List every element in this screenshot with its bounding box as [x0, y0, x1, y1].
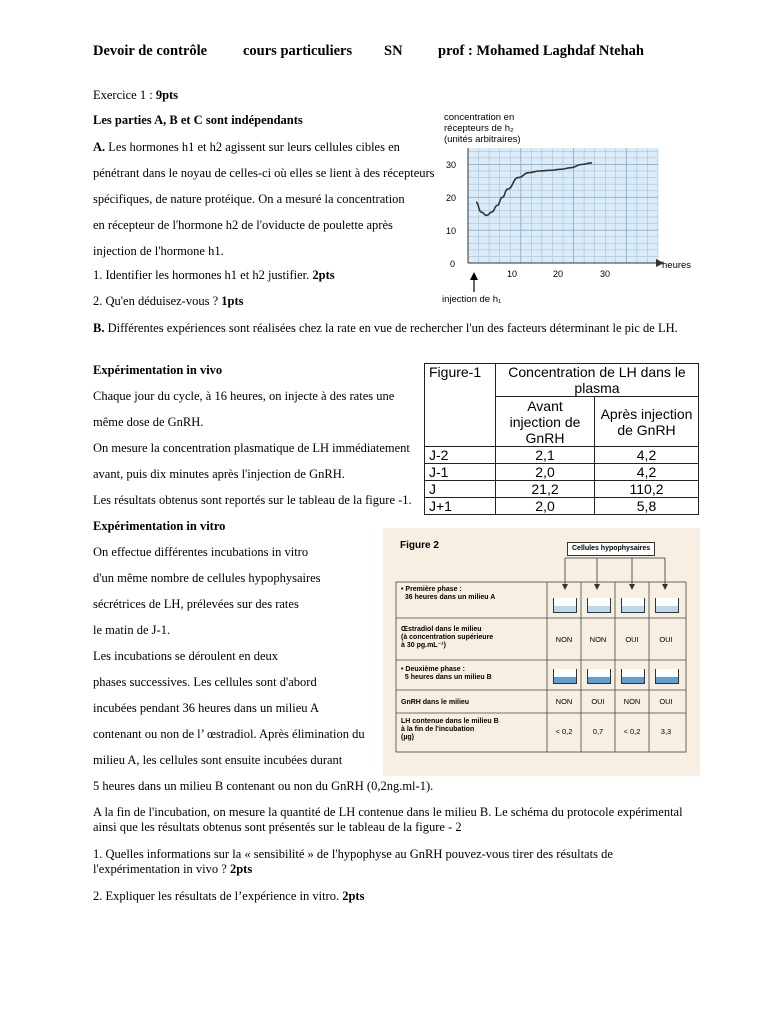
row-before: 2,0 — [496, 464, 595, 481]
figure-2-lh: LH contenue dans le milieu B à la fin de l'incubation (µg) — [401, 718, 499, 741]
partB-intro-text: Différentes expériences sont réalisées chez la rate en vue de rechercher l'un des facteurs déterminant le pic de LH. — [104, 321, 678, 335]
invivo-line-4: avant, puis dix minutes après l'injection de GnRH. — [93, 467, 345, 481]
injection-arrow-head — [470, 272, 478, 280]
graph-ylabel-1: concentration en — [444, 112, 515, 123]
table-row — [425, 464, 699, 481]
lh-value-3: < 0,2 — [623, 727, 641, 736]
partA-q1-points: 2pts — [312, 268, 335, 282]
figure-1-col-before: Avant injection de GnRH — [496, 397, 595, 447]
figure-2-gnrh: GnRH dans le milieu — [401, 699, 470, 706]
exercise-points: 9pts — [155, 88, 179, 102]
partA-question-2 — [93, 294, 244, 309]
doc-teacher: prof : Mohamed Laghdaf Ntehah — [438, 43, 644, 59]
estradiol-value-3: OUI — [625, 635, 639, 644]
partA-line-1 — [93, 140, 400, 155]
row-after: 4,2 — [595, 447, 699, 464]
gnrh-value-3: NON — [623, 697, 641, 706]
partB-marker: B. — [93, 321, 105, 335]
invitro-line-9: milieu A, les cellules sont ensuite incubées durant — [93, 753, 343, 767]
invitro-line-5: Les incubations se déroulent en deux — [93, 649, 279, 663]
estradiol-value-4: OUI — [659, 635, 673, 644]
invitro-line-3: sécrétrices de LH, prélevées sur des rates — [93, 597, 299, 611]
graph-ytick-20: 20 — [446, 193, 457, 203]
partA-line-3: spécifiques, de nature protéique. On a mesuré la concentration — [93, 192, 405, 206]
graph-ylabel-2: récepteurs de h₂ — [444, 123, 514, 134]
row-before: 21,2 — [496, 481, 595, 498]
exercise-heading — [93, 88, 178, 103]
graph-xtick-10: 10 — [507, 269, 518, 279]
invitro-line-4: le matin de J-1. — [93, 623, 171, 637]
doc-course: cours particuliers — [243, 43, 353, 59]
estradiol-value-2: NON — [589, 635, 607, 644]
lh-value-4: 3,3 — [660, 727, 672, 736]
graph-xtick-30: 30 — [600, 269, 611, 279]
partA-question-1 — [93, 268, 335, 283]
partA-q2-points: 1pts — [221, 294, 244, 308]
receptor-graph — [430, 108, 710, 308]
row-day: J+1 — [425, 498, 496, 515]
gnrh-value-1: NON — [555, 697, 573, 706]
partA-line-5: injection de l'hormone h1. — [93, 244, 224, 258]
partA-line-1-text: Les hormones h1 et h2 agissent sur leurs cellules cibles en — [105, 140, 400, 154]
table-row — [425, 447, 699, 464]
row-day: J-1 — [425, 464, 496, 481]
exercise-label: Exercice 1 : — [93, 88, 156, 102]
row-after: 5,8 — [595, 498, 699, 515]
beaker-b-3 — [621, 669, 645, 684]
beaker-a-3 — [621, 598, 645, 613]
doc-title: Devoir de contrôle — [93, 43, 208, 59]
invitro-line-8: contenant ou non de l’ œstradiol. Après élimination du — [93, 727, 365, 741]
invivo-line-3: On mesure la concentration plasmatique de LH immédiatement — [93, 441, 410, 455]
gnrh-value-2: OUI — [591, 697, 605, 706]
exercise-intro: Les parties A, B et C sont indépendants — [93, 113, 303, 127]
row-after: 110,2 — [595, 481, 699, 498]
figure-2-phase-1: • Première phase : 36 heures dans un milieu A — [401, 586, 496, 601]
figure-1-title: Figure-1 — [425, 364, 496, 447]
partA-line-2: pénétrant dans le noyau de celles-ci où elles se lient à des récepteurs — [93, 166, 435, 180]
estradiol-value-1: NON — [555, 635, 573, 644]
invitro-line-6: phases successives. Les cellules sont d'abord — [93, 675, 317, 689]
beaker-a-1 — [553, 598, 577, 613]
partB-q2-points: 2pts — [342, 889, 365, 903]
doc-level: SN — [384, 43, 403, 59]
partB-question-1 — [93, 847, 693, 877]
graph-ylabel-3: (unités arbitraires) — [444, 134, 521, 145]
graph-ytick-10: 10 — [446, 226, 457, 236]
row-before: 2,0 — [496, 498, 595, 515]
figure-2-cells-label: Cellules hypophysaires — [567, 542, 655, 556]
partA-q2-text: 2. Qu'en déduisez-vous ? — [93, 294, 222, 308]
row-day: J-2 — [425, 447, 496, 464]
invitro-title: Expérimentation in vitro — [93, 519, 226, 533]
figure-2-phase-2: • Deuxième phase : 5 heures dans un milieu B — [401, 666, 492, 681]
invivo-line-5: Les résultats obtenus sont reportés sur le tableau de la figure -1. — [93, 493, 412, 507]
result-text: A la fin de l'incubation, on mesure la quantité de LH contenue dans le milieu B. Le schéma du protocole expérimental ainsi que les résultats obtenus sont présentés sur le tableau de la figure - 2 — [93, 805, 683, 834]
table-row — [425, 481, 699, 498]
figure-1-header: Concentration de LH dans le plasma — [496, 364, 699, 397]
row-before: 2,1 — [496, 447, 595, 464]
graph-xlabel: heures — [662, 260, 692, 271]
partB-question-2 — [93, 889, 364, 904]
figure-2-estradiol: Œstradiol dans le milieu (à concentration supérieure à 30 pg.mL⁻¹) — [401, 626, 494, 649]
invitro-end: 5 heures dans un milieu B contenant ou non du GnRH (0,2ng.ml-1). — [93, 779, 434, 793]
invivo-line-1: Chaque jour du cycle, à 16 heures, on injecte à des rates une — [93, 389, 395, 403]
graph-ytick-0: 0 — [450, 259, 456, 269]
row-after: 4,2 — [595, 464, 699, 481]
figure-1-col-after: Après injection de GnRH — [595, 397, 699, 447]
invivo-line-2: même dose de GnRH. — [93, 415, 204, 429]
figure-2 — [383, 528, 700, 776]
partA-line-4: en récepteur de l'hormone h2 de l'oviducte de poulette après — [93, 218, 393, 232]
beaker-a-4 — [655, 598, 679, 613]
row-day: J — [425, 481, 496, 498]
partB-q1-text: 1. Quelles informations sur la « sensibilité » de l'hypophyse au GnRH pouvez-vous tirer des résultats de l'expérimentation in vivo ? — [93, 847, 613, 876]
partB-q2-text: 2. Expliquer les résultats de l’expérience in vitro. — [93, 889, 343, 903]
partB-intro — [93, 321, 683, 336]
invivo-title: Expérimentation in vivo — [93, 363, 223, 377]
table-row — [425, 498, 699, 515]
partB-q1-points: 2pts — [229, 862, 253, 876]
lh-value-1: < 0,2 — [555, 727, 573, 736]
gnrh-value-4: OUI — [659, 697, 673, 706]
beaker-b-4 — [655, 669, 679, 684]
lh-value-2: 0,7 — [592, 727, 604, 736]
graph-xtick-20: 20 — [553, 269, 564, 279]
graph-injection-label: injection de h₁ — [442, 294, 502, 305]
beaker-a-2 — [587, 598, 611, 613]
figure-1-table — [424, 363, 699, 515]
beaker-b-1 — [553, 669, 577, 684]
beaker-b-2 — [587, 669, 611, 684]
invitro-line-7: incubées pendant 36 heures dans un milieu A — [93, 701, 319, 715]
partA-marker: A. — [93, 140, 106, 154]
graph-ytick-30: 30 — [446, 160, 457, 170]
invitro-line-2: d'un même nombre de cellules hypophysaires — [93, 571, 321, 585]
invitro-line-1: On effectue différentes incubations in vitro — [93, 545, 309, 559]
figure-2-title: Figure 2 — [400, 540, 439, 551]
partA-q1-text: 1. Identifier les hormones h1 et h2 justifier. — [93, 268, 313, 282]
